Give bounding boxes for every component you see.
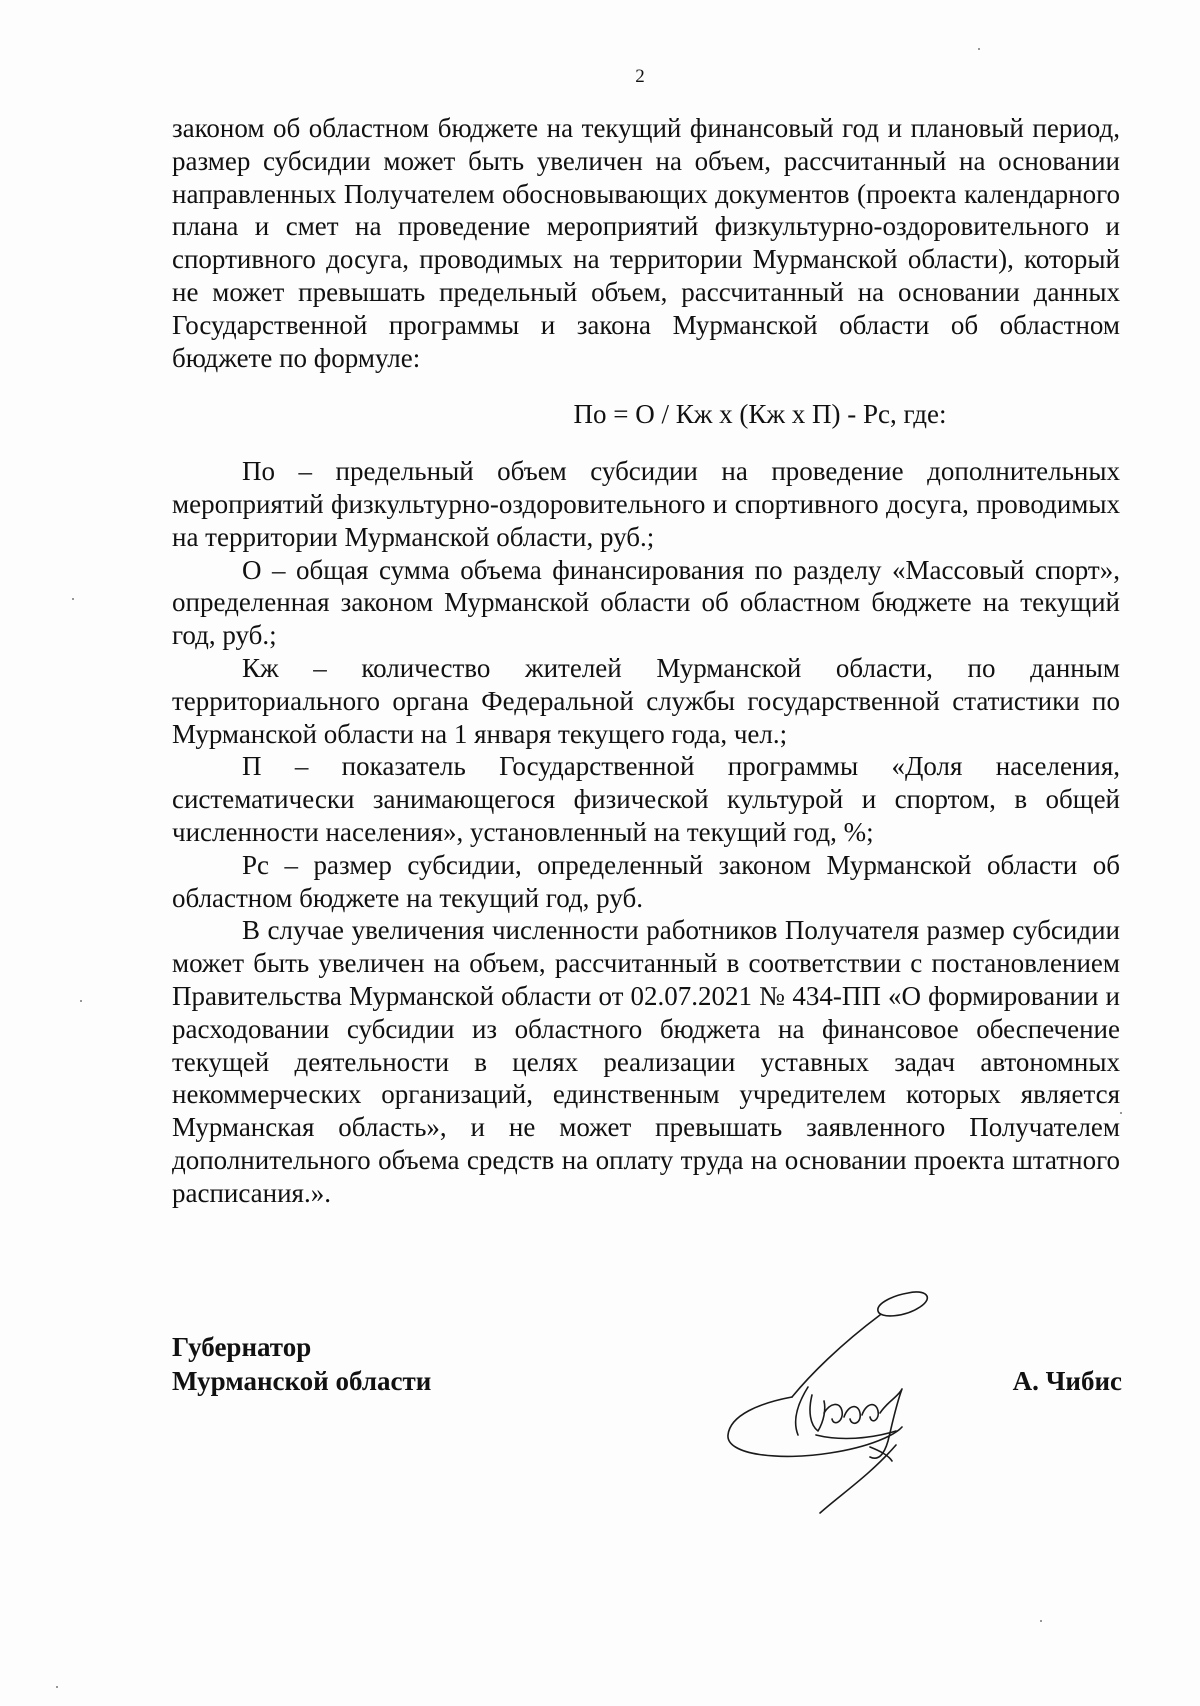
definition-rs: Рс – размер субсидии, определенный законом Мурманской области об областном бюджете на текущий год, руб. bbox=[172, 849, 1120, 913]
formula-text: По = О / Кж х (Кж х П) - Рс, где: bbox=[573, 399, 947, 430]
handwritten-signature-icon bbox=[720, 1285, 980, 1515]
signatory-position-line1: Губернатор bbox=[172, 1332, 312, 1362]
definition-po: По – предельный объем субсидии на проведение дополнительных мероприятий физкультурно-оздоровительного и спортивного досуга, проводимых на территории Мурманской области, руб.; bbox=[172, 456, 1120, 552]
page-number: 2 bbox=[635, 66, 645, 87]
signatory-position bbox=[172, 1330, 431, 1398]
paragraph-staff-increase: В случае увеличения численности работников Получателя размер субсидии может быть увеличен на объем, рассчитанный в соответствии с постановлением Правительства Мурманской области от 02.07.2021 № 434-ПП «О формировании и расходовании субсидии из областного бюджета на финансовое обеспечение текущей деятельности в целях реализации уставных задач автономных некоммерческих организаций, единственным учредителем которых является Мурманская область», и не может превышать заявленного Получателем дополнительного объема средств на оплату труда на основании проекта штатного расписания.». bbox=[172, 915, 1120, 1208]
scan-artifact bbox=[80, 1000, 82, 1002]
scan-artifact bbox=[1040, 1620, 1042, 1622]
document-body bbox=[172, 112, 1120, 1210]
formula bbox=[172, 398, 1120, 431]
scan-artifact bbox=[56, 1686, 58, 1688]
definition-o: О – общая сумма объема финансирования по разделу «Массовый спорт», определенная законом Мурманской области об областном бюджете на текущий год, руб.; bbox=[172, 554, 1120, 651]
signature-block bbox=[172, 1330, 1122, 1570]
definition-p: П – показатель Государственной программы «Доля населения, систематически занимающегося физической культурой и спортом, в общей численности населения», установленный на текущий год, %; bbox=[172, 751, 1120, 847]
scan-artifact bbox=[1120, 1112, 1122, 1114]
scan-artifact bbox=[978, 48, 980, 50]
signatory-name: А. Чибис bbox=[1012, 1366, 1122, 1396]
paragraph-continuation: законом об областном бюджете на текущий финансовый год и плановый период, размер субсидии может быть увеличен на объем, рассчитанный на основании направленных Получателем обосновывающих документов (проекта календарного плана и смет на проведение мероприятий физкультурно-оздоровительного и спортивного досуга, проводимых на территории Мурманской области), который не может превышать предельный объем, рассчитанный на основании данных Государственной программы и закона Мурманской области об областном бюджете по формуле: bbox=[172, 113, 1120, 373]
scan-artifact bbox=[72, 598, 74, 600]
signatory-position-line2: Мурманской области bbox=[172, 1366, 432, 1396]
definition-kzh: Кж – количество жителей Мурманской области, по данным территориального органа Федеральной службы государственной статистики по Мурманской области на 1 января текущего года, чел.; bbox=[172, 652, 1120, 749]
